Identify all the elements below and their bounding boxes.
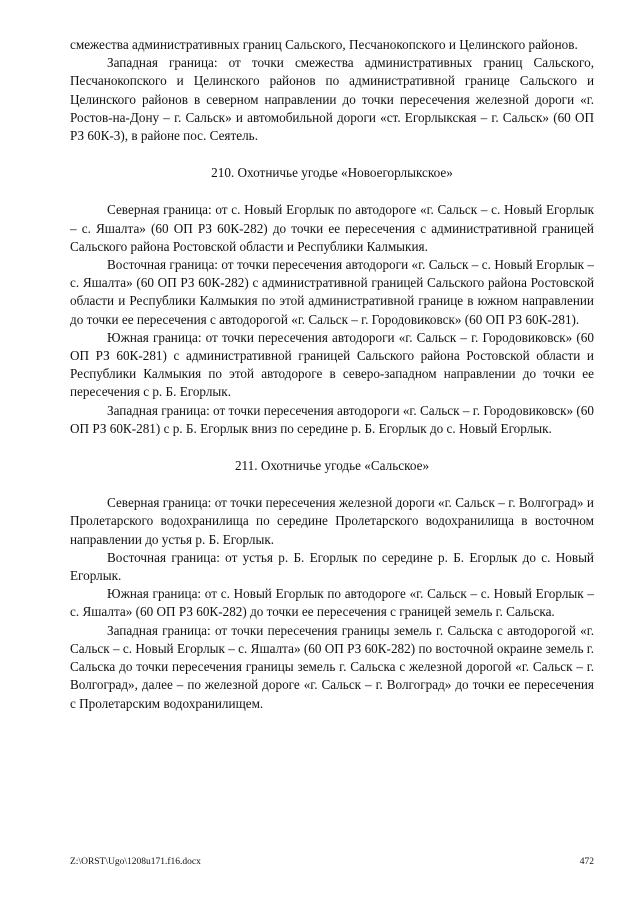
page-footer <box>70 856 594 868</box>
footer-page-number: 472 <box>579 857 594 867</box>
paragraph-continuation: смежества административных границ Сальского, Песчанокопского и Целинского районов. <box>70 37 578 52</box>
section-heading-211: 211. Охотничье угодье «Сальское» <box>234 458 430 474</box>
paragraph-west-border-210: Западная граница: от точки пересечения автодороги «г. Сальск – г. Городовиковск» (60 ОП РЗ 60К-281) с р. Б. Егорлык вниз по середине р. Б. Егорлык до с. Новый Егорлык. <box>70 402 594 436</box>
footer-file-path: Z:\ORST\Ugo\1208u171.f16.docx <box>70 857 201 867</box>
paragraph-east-border-211: Восточная граница: от устья р. Б. Егорлык по середине р. Б. Егорлык до с. Новый Егорлык. <box>70 549 594 584</box>
section-heading-210: 210. Охотничье угодье «Новоегорлыкское» <box>211 165 453 181</box>
paragraph-east-border-210: Восточная граница: от точки пересечения автодороги «г. Сальск – с. Новый Егорлык – с. Яшалта» (60 ОП РЗ 60К-282) с административной границей Сальского района Ростовской области и Республики Калмыкия по этой административной границе в южном направлении до точки ее пересечения с автодорогой «г. Сальск – г. Городовиковск» (60 ОП РЗ 60К-281). <box>70 257 594 327</box>
paragraph-north-border-211: Северная граница: от точки пересечения железной дороги «г. Сальск – г. Волгоград» и Пролетарского водохранилища по середине Пролетарского водохранилища в восточном направлении до устья р. Б. Егорлык. <box>70 495 594 547</box>
paragraph-west-border-previous: Западная граница: от точки смежества административных границ Сальского, Песчанокопского и Целинского районов по административной границе Сальского и Целинского районов в северном направлении до точки пересечения железной дороги «г. Ростов-на-Дону – г. Сальск» и автомобильной дороги «ст. Егорлыкская – г. Сальск» (60 ОП РЗ 60К-3), в районе пос. Сеятель. <box>70 55 594 144</box>
paragraph-south-border-210: Южная граница: от точки пересечения автодороги «г. Сальск – г. Городовиковск» (60 ОП РЗ 60К-281) с административной границей Сальского района Ростовской области и Республики Калмыкия по этой автодороге в северо-западном направлении до точки ее пересечения с р. Б. Егорлык. <box>70 329 594 400</box>
paragraph-west-border-211: Западная граница: от точки пересечения границы земель г. Сальска с автодорогой «г. Сальск – с. Новый Егорлык – с. Яшалта» (60 ОП РЗ 60К-282) по восточной окраине земель г. Сальска до точки пересечения границы земель г. Сальска с железной дорогой «г. Сальск – г. Волгоград», далее – по железной дороге «г. Сальск – г. Волгоград» до точки ее пересечения с Пролетарским водохранилищем. <box>70 622 594 711</box>
document-body <box>70 36 594 713</box>
paragraph-south-border-211: Южная граница: от с. Новый Егорлык по автодороге «г. Сальск – с. Новый Егорлык – с. Яшалта» (60 ОП РЗ 60К-282) до точки ее пересечения с границей земель г. Сальска. <box>70 586 594 620</box>
paragraph-north-border-210: Северная граница: от с. Новый Егорлык по автодороге «г. Сальск – с. Новый Егорлык – с. Яшалта» (60 ОП РЗ 60К-282) до точки ее пересечения с административной границей Сальского района Ростовской области и Республики Калмыкия. <box>70 202 594 254</box>
